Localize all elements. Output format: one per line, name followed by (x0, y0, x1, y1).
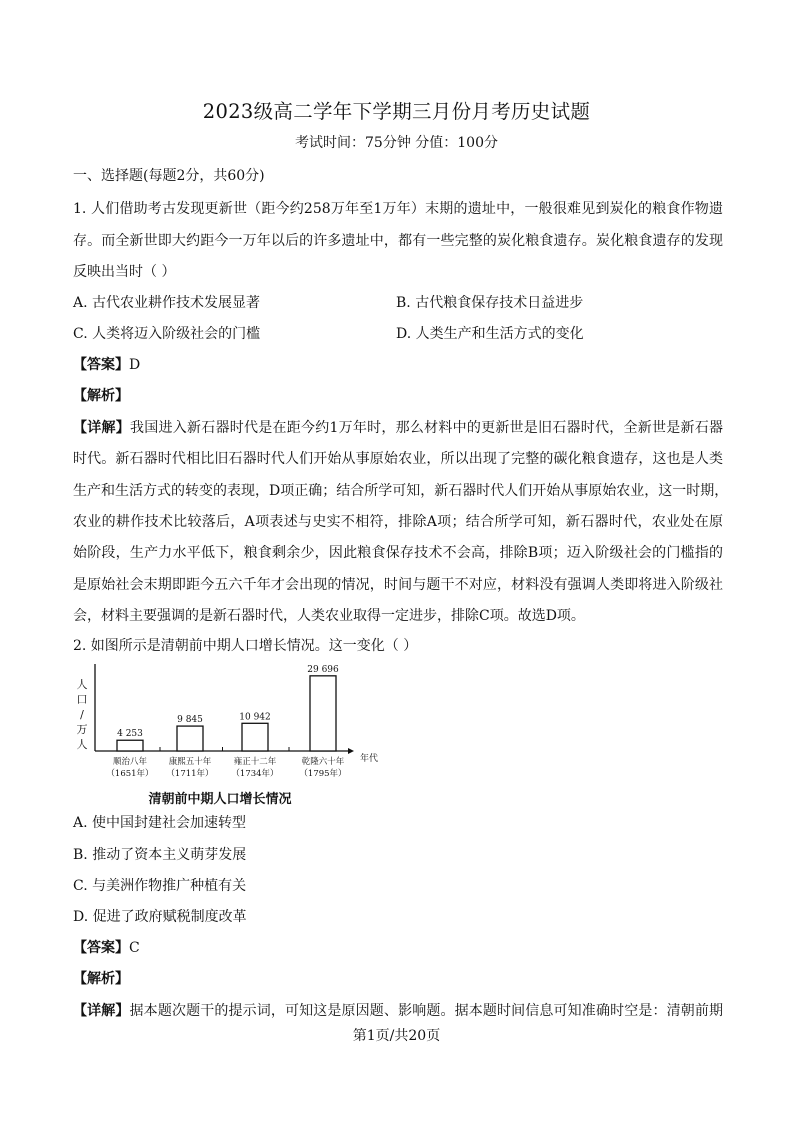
y-axis-label-char: 人 (76, 738, 88, 751)
q1-stem-line-2: 存。而全新世即大约距今一万年以后的许多遗址中，都有一些完整的炭化粮食遗存。炭化粮食遗存的发现 (73, 233, 723, 249)
q2-stem: 2. 如图所示是清朝前中期人口增长情况。这一变化（ ） (73, 638, 418, 654)
y-axis-label-char: 万 (76, 723, 88, 736)
q1-option-b: B. 古代粮食保存技术日益进步 (396, 295, 584, 311)
x-tick-year: （1795年） (299, 769, 347, 779)
bar-value-label: 4 253 (117, 729, 143, 740)
q1-option-c: C. 人类将迈入阶级社会的门槛 (73, 326, 261, 342)
x-tick-year: （1651年） (106, 769, 154, 779)
q1-detail-line-6: 是原始社会末期即距今五六千年才会出现的情况，时间与题干不对应，材料没有强调人类即将进入阶级社 (73, 577, 723, 593)
detail-text: 据本题次题干的提示词，可知这是原因题、影响题。据本题时间信息可知准确时空是：清朝前期 (129, 1003, 724, 1019)
q1-stem-line-3: 反映出当时（ ） (73, 264, 176, 280)
q1-stem-line-1: 1. 人们借助考古发现更新世（距今约258万年至1万年）末期的遗址中，一般很难见到炭化的粮食作物遗 (73, 201, 723, 217)
exam-info: 考试时间：75分钟 分值：100分 (295, 135, 498, 151)
bar (177, 726, 203, 751)
answer-value: C (129, 940, 140, 956)
q1-detail-line-2: 时代。新石器时代相比旧石器时代人们开始从事原始农业，所以出现了完整的碳化粮食遗存，这也是人类 (73, 451, 723, 467)
bar-value-label: 9 845 (177, 715, 203, 726)
bar-value-label: 29 696 (307, 664, 339, 675)
detail-tag: 【详解】 (73, 1003, 130, 1019)
chart-title: 清朝前中期人口增长情况 (148, 792, 292, 807)
q2-option-b: B. 推动了资本主义萌芽发展 (73, 847, 247, 863)
q1-option-a: A. 古代农业耕作技术发展显著 (73, 295, 261, 311)
q2-option-c: C. 与美洲作物推广种植有关 (73, 878, 247, 894)
y-axis-label-char: 口 (76, 693, 88, 706)
answer-tag: 【答案】 (73, 940, 129, 956)
x-axis-arrow (348, 748, 354, 754)
q1-detail-line-4: 农业的耕作技术比较落后，A项表述与史实不相符，排除A项；结合所学可知，新石器时代，农业处在原 (73, 514, 723, 530)
x-tick-year: （1734年） (231, 769, 279, 779)
population-chart-svg (70, 660, 390, 810)
x-axis-label: 年代 (360, 754, 379, 764)
detail-text: 我国进入新石器时代是在距今约1万年时，那么材料中的更新世是旧石器时代，全新世是新石器 (130, 420, 724, 436)
page-footer: 第1页/共20页 (352, 1028, 441, 1044)
q2-detail-line-1 (73, 1001, 723, 1021)
q2-option-a: A. 使中国封建社会加速转型 (73, 815, 247, 831)
answer-value: D (129, 357, 141, 373)
x-tick-year: （1711年） (166, 769, 214, 779)
x-tick-label: 康熙五十年 (168, 757, 212, 767)
x-tick-label: 雍正十二年 (233, 757, 277, 767)
q1-option-d: D. 人类生产和生活方式的变化 (396, 326, 584, 342)
q2-option-d: D. 促进了政府赋税制度改革 (73, 909, 247, 925)
bar-value-label: 10 942 (239, 712, 271, 723)
bar (310, 676, 336, 751)
bar (242, 723, 268, 751)
q1-detail-line-1 (73, 418, 723, 438)
q1-analysis-tag: 【解析】 (73, 388, 129, 404)
page-title: 2023级高二学年下学期三月份月考历史试题 (202, 100, 591, 123)
y-axis-label-char: / (80, 708, 84, 721)
section-heading: 一、选择题(每题2分，共60分) (73, 168, 265, 184)
x-tick-label: 顺治八年 (112, 757, 148, 767)
detail-tag: 【详解】 (73, 420, 130, 436)
q2-analysis-tag: 【解析】 (73, 971, 129, 987)
q1-detail-line-7: 会，材料主要强调的是新石器时代，人类农业取得一定进步，排除C项。故选D项。 (73, 608, 585, 624)
y-axis-label-char: 人 (76, 678, 88, 691)
q1-detail-line-5: 始阶段，生产力水平低下，粮食剩余少，因此粮食保存技术不会高，排除B项；迈入阶级社会的门槛指的 (73, 545, 723, 561)
answer-tag: 【答案】 (73, 357, 129, 373)
q2-answer (73, 938, 723, 958)
population-chart (70, 660, 390, 810)
bar (117, 740, 143, 751)
x-tick-label: 乾隆六十年 (301, 757, 345, 767)
q1-detail-line-3: 生产和生活方式的转变的表现，D项正确；结合所学可知，新石器时代人们开始从事原始农业，这一时期， (73, 483, 729, 499)
q1-answer (73, 355, 723, 375)
